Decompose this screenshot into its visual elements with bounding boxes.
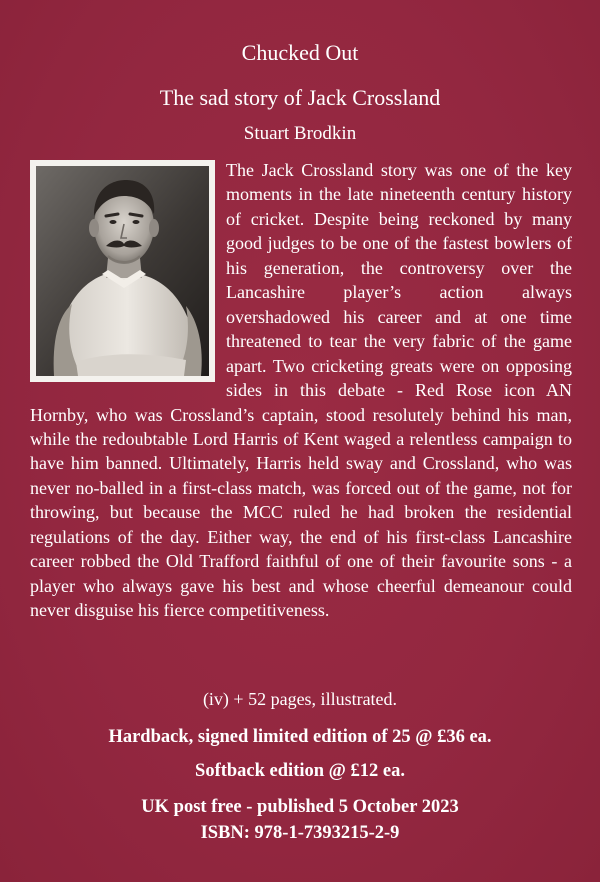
- isbn: ISBN: 978-1-7393215-2-9: [200, 823, 400, 843]
- postage-and-publication-date: UK post free - published 5 October 2023: [141, 797, 459, 817]
- book-description: [30, 158, 572, 623]
- softback-edition: Softback edition @ £12 ea.: [195, 761, 405, 781]
- hardback-edition: Hardback, signed limited edition of 25 @ £36 ea.: [108, 727, 492, 747]
- photo-text-wrap-spacer: [30, 158, 226, 391]
- book-title: Chucked Out: [241, 40, 359, 65]
- book-description-text: The Jack Crossland story was one of the key moments in the late nineteenth century history of cricket. Despite being reckoned by many good judges to be one of the fastest bowlers of his generation, the controversy over the Lancashire player’s action always overshadowed his career and at one time threatened to tear the very fabric of the game apart. Two cricketing greats were on opposing sides in this debate - Red Rose icon AN Hornby, who was Crossland’s captain, stood resolutely behind his man, while the redoubtable Lord Harris of Kent waged a relentless campaign to have him banned. Ultimately, Harris held sway and Crossland, who was never no-balled in a first-class match, was forced out of the game, not for throwing, but because the MCC ruled he had broken the residential regulations of the day. Either way, the end of his first-class Lancashire career robbed the Old Trafford faithful of one of their favourite sons - a player who always gave his best and whose cheerful demeanour could never disguise his fierce competitiveness.: [30, 160, 572, 621]
- page-count: (iv) + 52 pages, illustrated.: [202, 689, 398, 709]
- book-subtitle: The sad story of Jack Crossland: [159, 85, 441, 110]
- author-name: Stuart Brodkin: [243, 123, 357, 144]
